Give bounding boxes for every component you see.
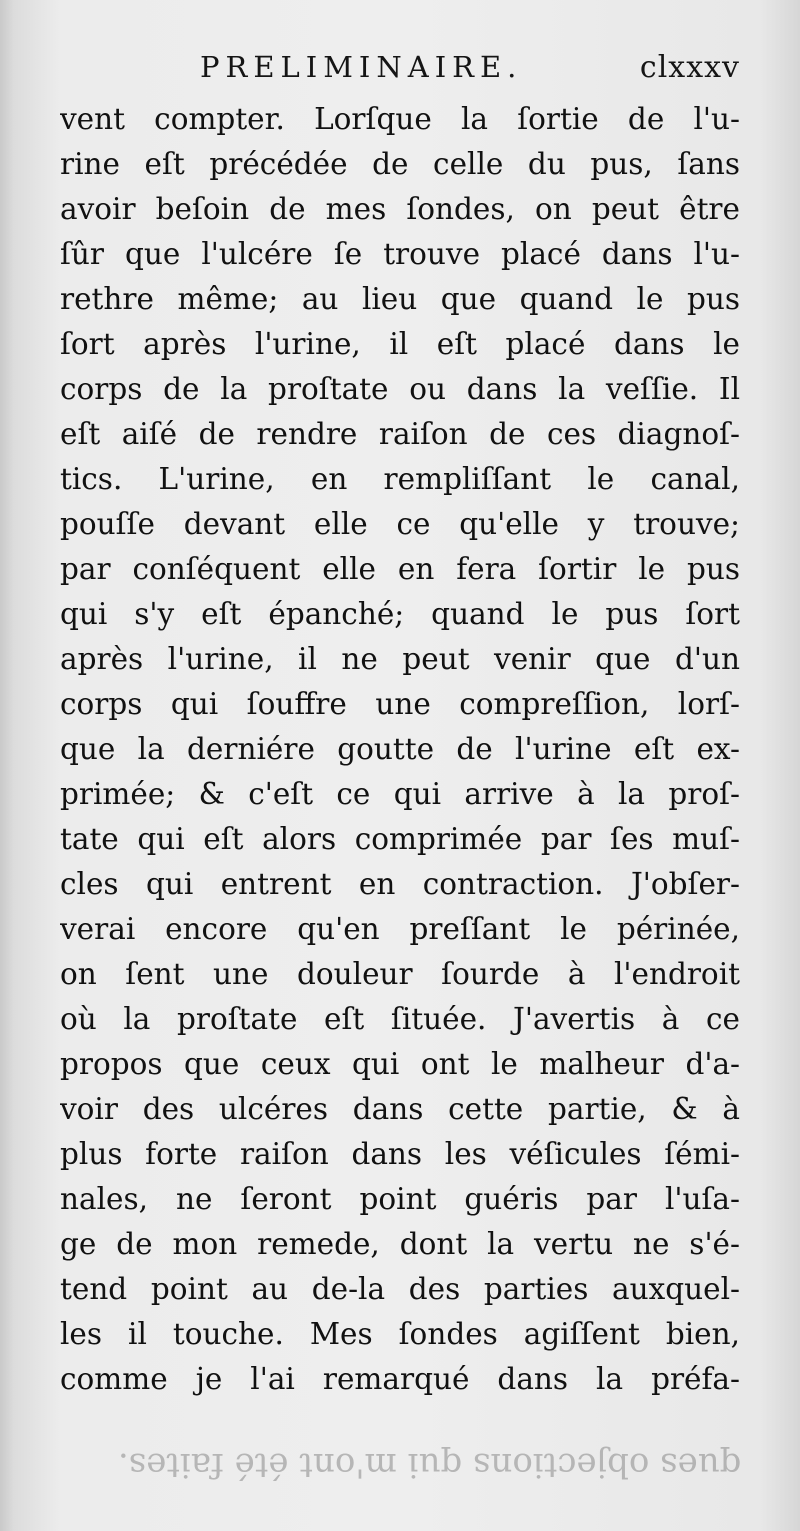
text-line: nales, ne ſeront point guéris par l'uſa- — [60, 1182, 740, 1216]
text-line: comme je l'ai remarqué dans la préfa- — [60, 1362, 740, 1396]
text-line: primée; & c'eſt ce qui arrive à la proſ- — [60, 777, 740, 811]
text-line: pouſſe devant elle ce qu'elle y trouve; — [60, 507, 740, 541]
text-line: ſûr que l'ulcére ſe trouve placé dans l'u- — [60, 237, 740, 271]
text-line: tics. L'urine, en rempliſſant le canal, — [60, 462, 740, 496]
text-line: rethre même; au lieu que quand le pus — [60, 282, 740, 316]
text-line: par conſéquent elle en fera ſortir le pus — [60, 552, 740, 586]
text-line: propos que ceux qui ont le malheur d'a- — [60, 1047, 740, 1081]
running-title: PRELIMINAIRE. — [200, 50, 523, 84]
text-line: tate qui eſt alors comprimée par ſes muſ- — [60, 822, 740, 856]
text-line: après l'urine, il ne peut venir que d'un — [60, 642, 740, 676]
text-line: ge de mon remede, dont la vertu ne s'é- — [60, 1227, 740, 1261]
text-line: que la derniére goutte de l'urine eſt ex- — [60, 732, 740, 766]
text-line: corps qui ſouffre une compreſſion, lorſ- — [60, 687, 740, 721]
text-line: on ſent une douleur ſourde à l'endroit — [60, 957, 740, 991]
text-line: tend point au de-la des parties auxquel- — [60, 1272, 740, 1306]
text-line: cles qui entrent en contraction. J'obſer- — [60, 867, 740, 901]
text-line: voir des ulcéres dans cette partie, & à — [60, 1092, 740, 1126]
text-line: les il touche. Mes ſondes agiſſent bien, — [60, 1317, 740, 1351]
text-line: où la proſtate eſt ſituée. J'avertis à ce — [60, 1002, 740, 1036]
text-line: corps de la proſtate ou dans la veſſie. Il — [60, 372, 740, 406]
text-line: eſt aiſé de rendre raiſon de ces diagnoſ- — [60, 417, 740, 451]
text-line: rine eſt précédée de celle du pus, ſans — [60, 147, 740, 181]
text-line: vent compter. Lorſque la ſortie de l'u- — [60, 102, 740, 136]
text-line: plus forte raiſon dans les véſicules ſémi- — [60, 1137, 740, 1171]
body-text — [60, 96, 740, 1416]
text-line: avoir beſoin de mes ſondes, on peut être — [60, 192, 740, 226]
text-line: ſort après l'urine, il eſt placé dans le — [60, 327, 740, 361]
show-through-text: ques objections qui m'ont été faites. — [118, 1445, 742, 1485]
page-header — [200, 50, 740, 94]
page-number: clxxxv — [639, 50, 740, 85]
text-line: qui s'y eſt épanché; quand le pus ſort — [60, 597, 740, 631]
text-line: verai encore qu'en preſſant le périnée, — [60, 912, 740, 946]
